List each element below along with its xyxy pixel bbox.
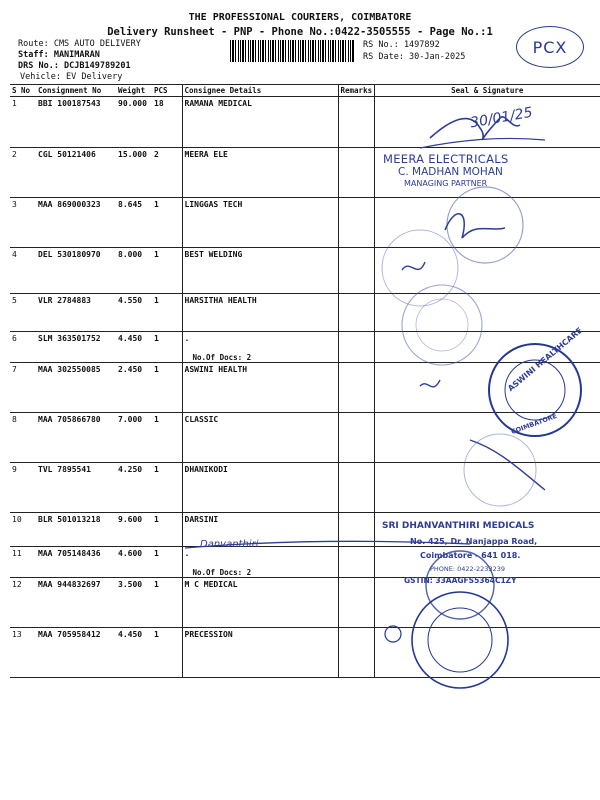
row-pcs-text: 1 [154, 250, 159, 259]
row-consignee-text: CLASSIC [184, 415, 219, 424]
row-consignee-text: DHANIKODI [184, 465, 228, 474]
row-consignee-text: DARSINI [184, 515, 219, 524]
row-weight-text: 3.500 [118, 580, 143, 589]
dhanvanthiri-line1: SRI DHANVANTHIRI MEDICALS [382, 521, 535, 531]
row-consignee-text: LINGGAS TECH [184, 200, 243, 209]
seal-precision [412, 592, 508, 688]
vehicle-line: Vehicle: EV Delivery [20, 72, 123, 82]
row-sno-text: 8 [12, 415, 17, 424]
docs-count: No.Of Docs: 2 [192, 568, 252, 577]
row-sno-text: 5 [12, 296, 17, 305]
row-consignment-text: MAA 944832697 [38, 580, 101, 589]
route-line: Route: CMS AUTO DELIVERY [18, 39, 141, 49]
row-pcs-text: 18 [154, 99, 164, 108]
row-weight-text: 4.450 [118, 334, 143, 343]
row-sno-text: 13 [12, 630, 22, 639]
row-sno-text: 6 [12, 334, 17, 343]
row-pcs-text: 1 [154, 465, 159, 474]
row-consignee-text: . [184, 334, 190, 343]
row-pcs-text: 1 [154, 200, 159, 209]
row-pcs-text: 1 [154, 515, 159, 524]
row-pcs-text: 1 [154, 630, 159, 639]
row-sno-text: 11 [12, 549, 22, 558]
row-weight-text: 90.000 [118, 99, 147, 108]
col-consignee: Consignee Details [182, 85, 338, 97]
drs-line: DRS No.: DCJB149789201 [18, 61, 131, 71]
row-consignment-text: CGL 50121406 [38, 150, 96, 159]
row-weight-text: 4.600 [118, 549, 143, 558]
row-weight-text: 15.000 [118, 150, 147, 159]
row-pcs-text: 1 [154, 549, 159, 558]
row-sno-text: 9 [12, 465, 17, 474]
seal-harsitha [402, 285, 482, 365]
row-sno-text: 12 [12, 580, 22, 589]
dhanvanthiri-line3: Coimbatore - 641 018. [420, 551, 521, 560]
company-title: THE PROFESSIONAL COURIERS, COIMBATORE [188, 12, 412, 23]
row-consignee-text: PRECESSION [184, 630, 233, 639]
aswini-stamp: ASWINI HEALTHCARE [506, 325, 585, 394]
row-pcs-text: 2 [154, 150, 159, 159]
row-pcs-text: 1 [154, 365, 159, 374]
col-pcs: PCS [152, 85, 182, 97]
dhanvanthiri-line4: PHONE: 0422-2233239 [430, 565, 505, 573]
row-consignment-text: MAA 705148436 [38, 549, 101, 558]
row-sno-text: 1 [12, 99, 17, 108]
signature-row4 [402, 262, 425, 270]
rs-date: RS Date: 30-Jan-2025 [363, 52, 466, 62]
col-weight: Weight [116, 85, 152, 97]
row-pcs-text: 1 [154, 296, 159, 305]
row-consignee-text: M C MEDICAL [184, 580, 238, 589]
row-consignment-text: DEL 530180970 [38, 250, 101, 259]
handwritten-row11: Danvanthiri [200, 539, 259, 550]
col-sno: S No [10, 85, 36, 97]
row-consignment-text: BBI 100187543 [38, 99, 101, 108]
row-weight-text: 8.645 [118, 200, 143, 209]
col-seal: Seal & Signature [374, 85, 600, 97]
row-consignment-text: VLR 2784883 [38, 296, 91, 305]
row-sno-text: 7 [12, 365, 17, 374]
row-consignment-text: TVL 7895541 [38, 465, 91, 474]
row-weight-text: 4.450 [118, 630, 143, 639]
row-pcs-text: 1 [154, 580, 159, 589]
row-consignment-text: MAA 869000323 [38, 200, 101, 209]
row-weight-text: 9.600 [118, 515, 143, 524]
row-consignment-text: MAA 705958412 [38, 630, 101, 639]
row-consignee-text: MEERA ELE [184, 150, 228, 159]
row-consignee-text: . [184, 549, 190, 558]
dhanvanthiri-line5: GSTIN: 33AAGFS5364C1ZY [404, 576, 517, 585]
aswini-city: COIMBATORE [510, 412, 558, 436]
row-consignment-text: BLR 501013218 [38, 515, 101, 524]
row-weight-text: 4.550 [118, 296, 143, 305]
row-weight-text: 7.000 [118, 415, 143, 424]
row-weight-text: 4.250 [118, 465, 143, 474]
row-pcs-text: 1 [154, 415, 159, 424]
row-sno-text: 3 [12, 200, 17, 209]
seal-row3 [447, 187, 523, 263]
meera-stamp-line3: MANAGING PARTNER [404, 179, 488, 188]
row-consignee-text: RAMANA MEDICAL [184, 99, 252, 108]
row-weight-text: 8.000 [118, 250, 143, 259]
row-sno-text: 2 [12, 150, 17, 159]
staff-line: Staff: MANIMARAN [18, 50, 100, 60]
date-signature: 30/01/25 [469, 104, 534, 132]
docs-count: No.Of Docs: 2 [192, 353, 252, 362]
row-consignment-text: MAA 705866780 [38, 415, 101, 424]
row-consignee-text: ASWINI HEALTH [184, 365, 248, 374]
dhanvanthiri-line2: No. 425, Dr. Nanjappa Road, [410, 537, 538, 546]
col-consignment: Consignment No [36, 85, 116, 97]
row-sno-text: 10 [12, 515, 22, 524]
meera-stamp-line1: MEERA ELECTRICALS [383, 152, 509, 166]
rs-number: RS No.: 1497892 [363, 40, 440, 50]
row-consignee-text: BEST WELDING [184, 250, 243, 259]
pcx-stamp: PCX [516, 26, 584, 68]
row-weight-text: 2.450 [118, 365, 143, 374]
row-consignee-text: HARSITHA HEALTH [184, 296, 257, 305]
row-pcs-text: 1 [154, 334, 159, 343]
runsheet-subtitle: Delivery Runsheet - PNP - Phone No.:0422-3505555 - Page No.:1 [107, 26, 493, 38]
col-remarks: Remarks [338, 85, 374, 97]
meera-stamp-line2: C. MADHAN MOHAN [398, 166, 503, 178]
row-sno-text: 4 [12, 250, 17, 259]
row-consignment-text: MAA 302550085 [38, 365, 101, 374]
row-consignment-text: SLM 363501752 [38, 334, 101, 343]
